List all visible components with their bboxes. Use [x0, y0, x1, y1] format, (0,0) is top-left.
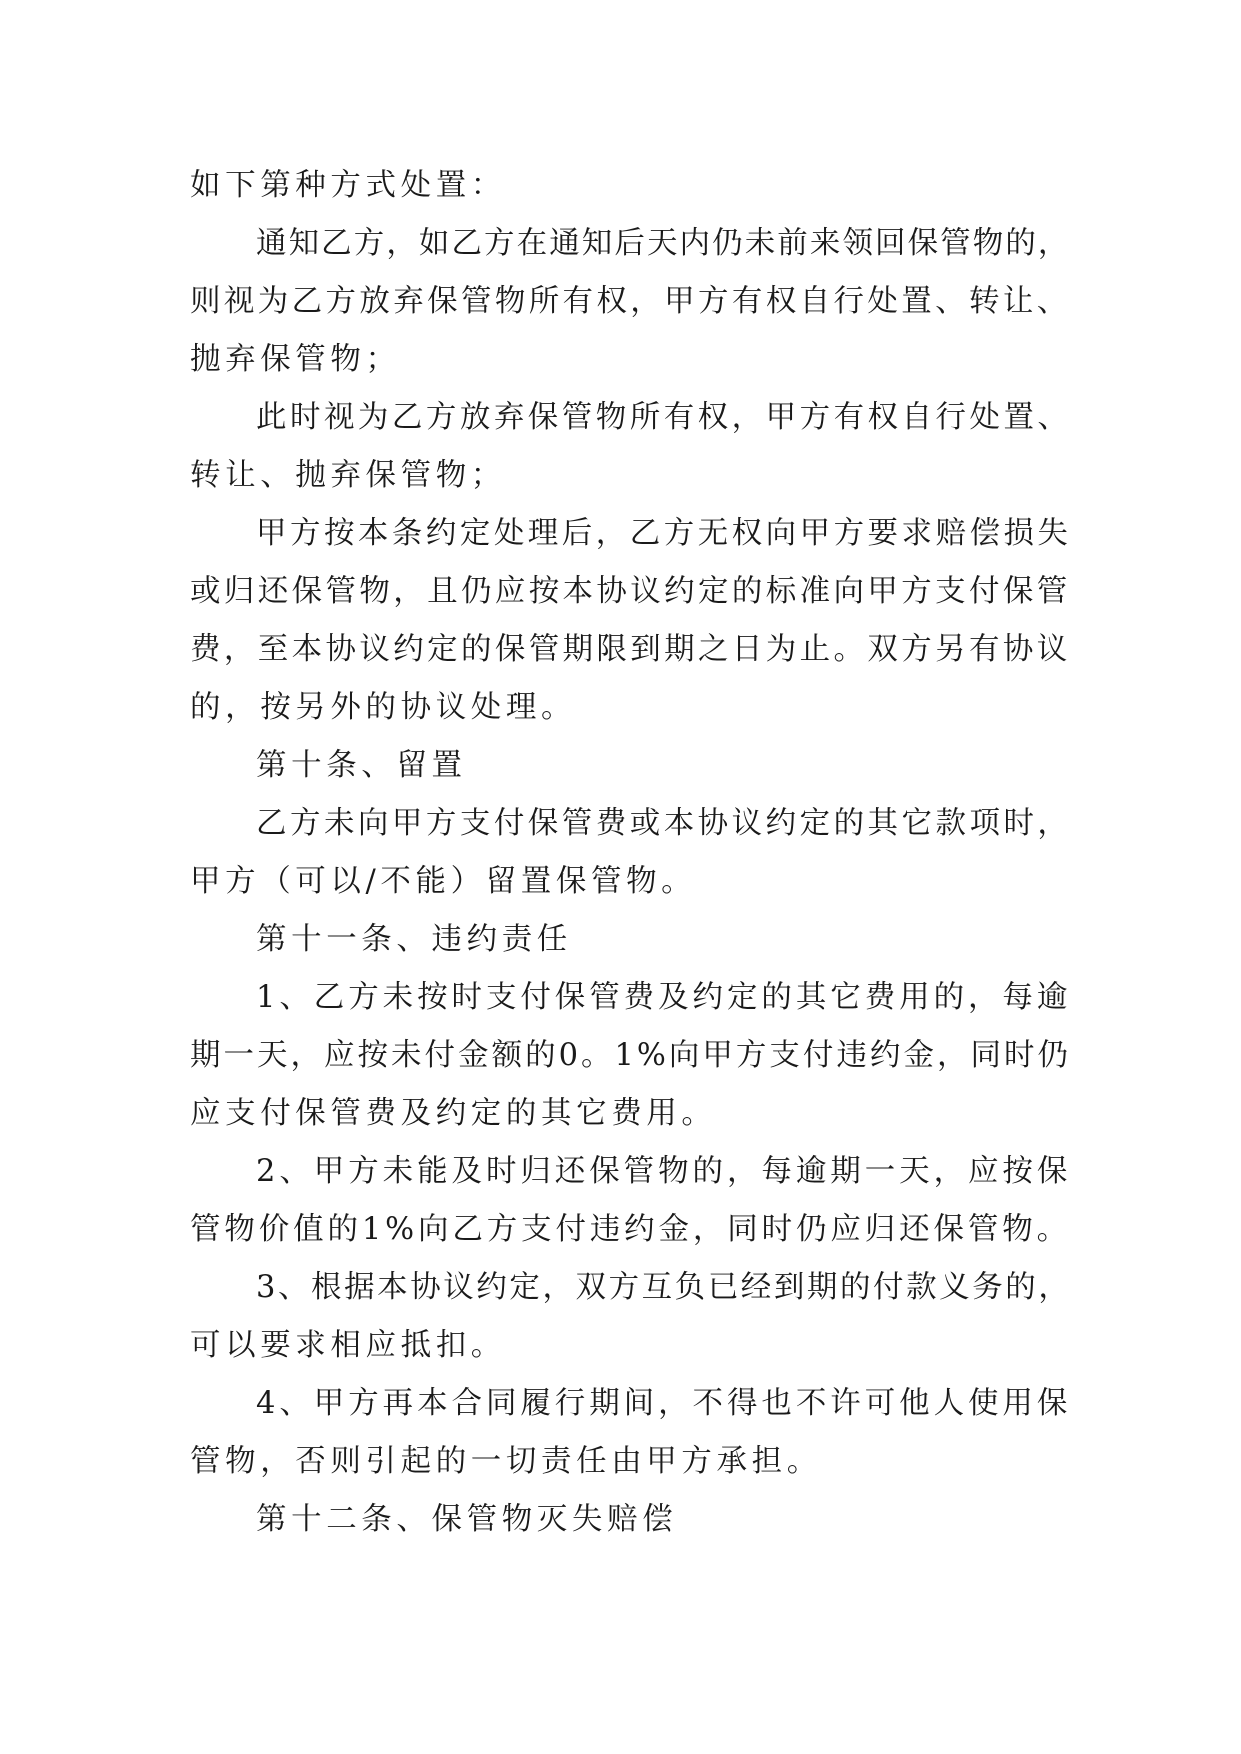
text-line: 管物，否则引起的一切责任由甲方承担。	[190, 1444, 822, 1479]
text-line: 抛弃保管物；	[190, 342, 401, 377]
text-line: 期一天，应按未付金额的0。1%向甲方支付违约金，同时仍	[190, 1038, 1071, 1073]
section-heading: 第十条、留置	[256, 748, 467, 783]
text-line: 可以要求相应抵扣。	[190, 1328, 506, 1363]
text-line: 2、甲方未能及时归还保管物的，每逾期一天，应按保	[256, 1154, 1072, 1189]
section-heading: 第十一条、违约责任	[256, 922, 572, 957]
text-line: 通知乙方，如乙方在通知后天内仍未前来领回保管物的，	[256, 226, 1071, 261]
text-line: 1、乙方未按时支付保管费及约定的其它费用的，每逾	[256, 980, 1072, 1015]
text-line: 如下第种方式处置：	[190, 168, 506, 203]
text-line: 甲方按本条约定处理后，乙方无权向甲方要求赔偿损失	[256, 516, 1072, 551]
text-line: 费，至本协议约定的保管期限到期之日为止。双方另有协议	[190, 632, 1071, 667]
text-line: 此时视为乙方放弃保管物所有权，甲方有权自行处置、	[256, 400, 1072, 435]
text-line: 转让、抛弃保管物；	[190, 458, 506, 493]
text-line: 的，按另外的协议处理。	[190, 690, 577, 725]
section-heading: 第十二条、保管物灭失赔偿	[256, 1502, 678, 1537]
text-line: 应支付保管费及约定的其它费用。	[190, 1096, 717, 1131]
text-line: 3、根据本协议约定，双方互负已经到期的付款义务的，	[256, 1270, 1072, 1305]
text-line: 4、甲方再本合同履行期间，不得也不许可他人使用保	[256, 1386, 1072, 1421]
text-line: 管物价值的1%向乙方支付违约金，同时仍应归还保管物。	[190, 1212, 1071, 1247]
text-line: 则视为乙方放弃保管物所有权，甲方有权自行处置、转让、	[190, 284, 1071, 319]
text-line: 或归还保管物，且仍应按本协议约定的标准向甲方支付保管	[190, 574, 1071, 609]
text-line: 甲方（可以/不能）留置保管物。	[190, 864, 697, 899]
text-line: 乙方未向甲方支付保管费或本协议约定的其它款项时，	[256, 806, 1072, 841]
